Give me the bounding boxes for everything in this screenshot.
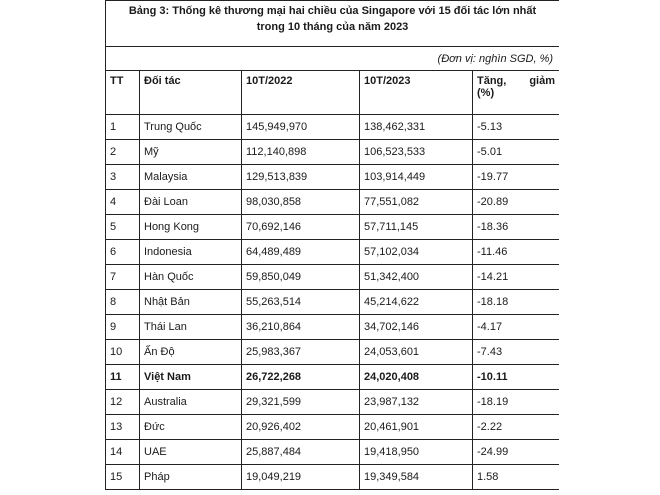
cell-change: -10.11: [473, 365, 560, 390]
cell-change: -5.01: [473, 140, 560, 165]
cell-change: -2.22: [473, 415, 560, 440]
cell-change: -14.21: [473, 265, 560, 290]
cell-change: -11.46: [473, 240, 560, 265]
header-partner: Đối tác: [140, 71, 242, 115]
cell-value-2023: 34,702,146: [360, 315, 473, 340]
table-row: [106, 215, 560, 240]
cell-value-2022: 36,210,864: [242, 315, 360, 340]
table-title-line-1: Bảng 3: Thống kê thương mại hai chiều của Singapore với 15 đối tác lớn nhất: [128, 5, 537, 17]
cell-change: 1.58: [473, 465, 560, 490]
header-tt: TT: [106, 71, 140, 115]
cell-value-2023: 57,711,145: [360, 215, 473, 240]
cell-tt: 1: [106, 115, 140, 140]
cell-value-2023: 19,349,584: [360, 465, 473, 490]
table-row: [106, 240, 560, 265]
cell-tt: 14: [106, 440, 140, 465]
cell-partner: UAE: [140, 440, 242, 465]
cell-change: -24.99: [473, 440, 560, 465]
table-row: [106, 140, 560, 165]
table-row: [106, 340, 560, 365]
cell-tt: 13: [106, 415, 140, 440]
trade-table: [105, 0, 559, 490]
cell-change: -5.13: [473, 115, 560, 140]
cell-tt: 11: [106, 365, 140, 390]
table-row: [106, 390, 560, 415]
header-row: [106, 71, 560, 115]
unit-note: (Đơn vị: nghìn SGD, %): [106, 47, 560, 71]
cell-value-2022: 55,263,514: [242, 290, 360, 315]
table-row: [106, 290, 560, 315]
cell-tt: 2: [106, 140, 140, 165]
cell-partner: Hong Kong: [140, 215, 242, 240]
cell-value-2022: 129,513,839: [242, 165, 360, 190]
cell-value-2023: 24,020,408: [360, 365, 473, 390]
cell-change: -20.89: [473, 190, 560, 215]
cell-tt: 4: [106, 190, 140, 215]
cell-partner: Hàn Quốc: [140, 265, 242, 290]
cell-value-2022: 112,140,898: [242, 140, 360, 165]
cell-value-2023: 23,987,132: [360, 390, 473, 415]
cell-value-2023: 103,914,449: [360, 165, 473, 190]
cell-value-2022: 64,489,489: [242, 240, 360, 265]
cell-value-2022: 98,030,858: [242, 190, 360, 215]
cell-value-2023: 106,523,533: [360, 140, 473, 165]
cell-partner: Indonesia: [140, 240, 242, 265]
cell-partner: Pháp: [140, 465, 242, 490]
cell-change: -18.19: [473, 390, 560, 415]
cell-tt: 6: [106, 240, 140, 265]
header-change-word-2: giảm: [529, 75, 556, 87]
cell-value-2022: 20,926,402: [242, 415, 360, 440]
cell-change: -7.43: [473, 340, 560, 365]
cell-partner: Đài Loan: [140, 190, 242, 215]
cell-value-2022: 29,321,599: [242, 390, 360, 415]
cell-tt: 7: [106, 265, 140, 290]
header-change-unit: (%): [477, 87, 495, 99]
cell-value-2023: 138,462,331: [360, 115, 473, 140]
table-row: [106, 115, 560, 140]
cell-tt: 3: [106, 165, 140, 190]
cell-value-2022: 59,850,049: [242, 265, 360, 290]
cell-change: -18.18: [473, 290, 560, 315]
table-row: [106, 165, 560, 190]
title-row: [106, 1, 560, 47]
cell-value-2022: 25,983,367: [242, 340, 360, 365]
cell-value-2023: 19,418,950: [360, 440, 473, 465]
cell-partner: Ấn Độ: [140, 340, 242, 365]
cell-tt: 8: [106, 290, 140, 315]
cell-tt: 15: [106, 465, 140, 490]
cell-partner: Việt Nam: [140, 365, 242, 390]
cell-value-2022: 19,049,219: [242, 465, 360, 490]
table-row: [106, 190, 560, 215]
cell-tt: 12: [106, 390, 140, 415]
cell-tt: 9: [106, 315, 140, 340]
cell-partner: Mỹ: [140, 140, 242, 165]
header-2022: 10T/2022: [242, 71, 360, 115]
cell-value-2023: 20,461,901: [360, 415, 473, 440]
cell-value-2022: 26,722,268: [242, 365, 360, 390]
cell-change: -19.77: [473, 165, 560, 190]
cell-partner: Trung Quốc: [140, 115, 242, 140]
table-row: [106, 465, 560, 490]
cell-value-2023: 24,053,601: [360, 340, 473, 365]
cell-value-2023: 51,342,400: [360, 265, 473, 290]
cell-partner: Đức: [140, 415, 242, 440]
table-title-line-2: trong 10 tháng của năm 2023: [256, 21, 409, 33]
header-change: [473, 71, 560, 115]
trade-table-frame: [105, 0, 559, 495]
cell-tt: 5: [106, 215, 140, 240]
table-row: [106, 315, 560, 340]
table-title: [106, 1, 560, 47]
cell-partner: Australia: [140, 390, 242, 415]
cell-value-2023: 57,102,034: [360, 240, 473, 265]
cell-change: -18.36: [473, 215, 560, 240]
cell-value-2022: 25,887,484: [242, 440, 360, 465]
cell-partner: Malaysia: [140, 165, 242, 190]
table-row: [106, 440, 560, 465]
table-row: [106, 265, 560, 290]
cell-value-2022: 70,692,146: [242, 215, 360, 240]
cell-value-2023: 45,214,622: [360, 290, 473, 315]
cell-partner: Thái Lan: [140, 315, 242, 340]
table-row: [106, 365, 560, 390]
cell-change: -4.17: [473, 315, 560, 340]
header-change-word-1: Tăng,: [477, 75, 507, 87]
cell-value-2022: 145,949,970: [242, 115, 360, 140]
cell-value-2023: 77,551,082: [360, 190, 473, 215]
unit-row: [106, 47, 560, 71]
cell-tt: 10: [106, 340, 140, 365]
table-body: [106, 115, 560, 490]
header-2023: 10T/2023: [360, 71, 473, 115]
cell-partner: Nhật Bản: [140, 290, 242, 315]
table-row: [106, 415, 560, 440]
